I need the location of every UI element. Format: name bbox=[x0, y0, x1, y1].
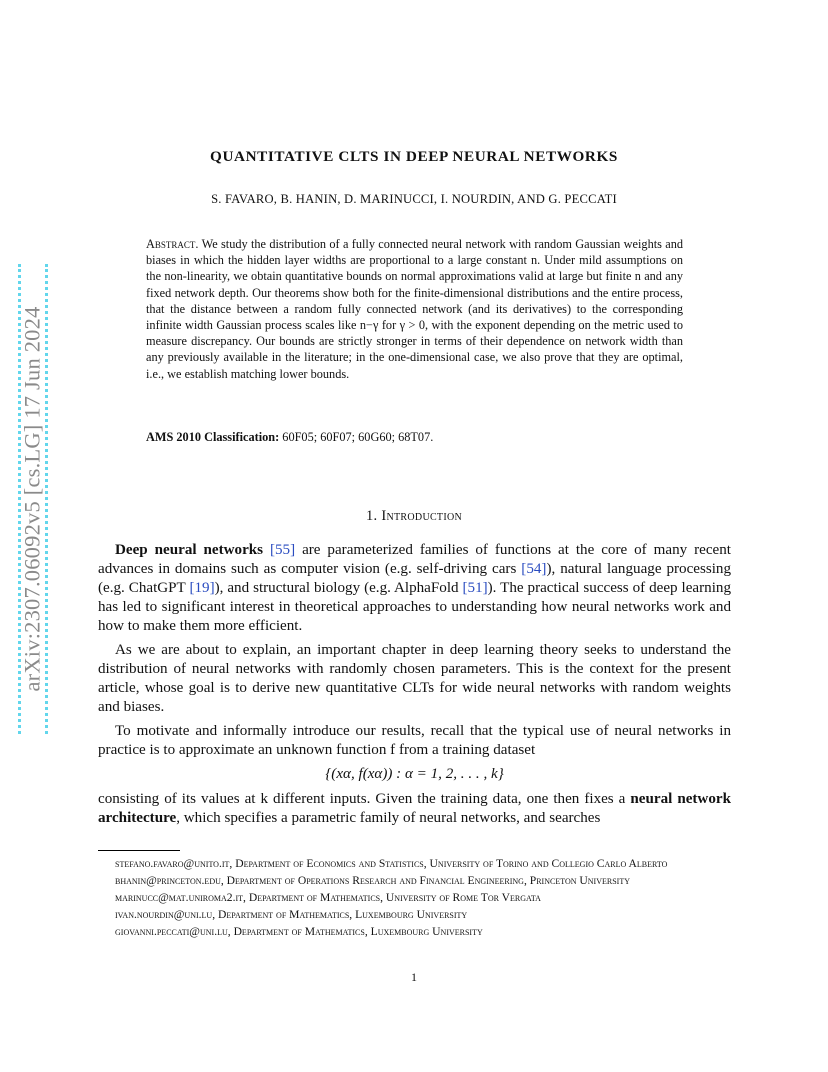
abstract bbox=[146, 236, 683, 382]
citation-link[interactable]: [55] bbox=[269, 542, 296, 558]
section-title: 1. Introduction bbox=[365, 508, 463, 524]
footnote-affiliation: stefano.favaro@unito.it, Department of Economics and Statistics, University of Torino and Collegio Carlo Alberto bbox=[115, 857, 668, 870]
intro-paragraph-3: To motivate and informally introduce our results, recall that the typical use of neural networks in practice is to approximate an unknown function f from a training dataset bbox=[98, 723, 731, 758]
paragraph-text: consisting of its values at k different inputs. Given the training data, one then fixes a bbox=[98, 791, 626, 807]
abstract-label: Abstract. bbox=[146, 237, 199, 251]
paragraph-text: ). The practical success of deep learning has led to significant interest in theoretical approaches to understanding how neural networks work and how to make them more efficient. bbox=[98, 580, 731, 634]
intro-paragraph-4 bbox=[98, 790, 731, 828]
page-number: 1 bbox=[411, 970, 417, 984]
paragraph-text: ), and structural biology (e.g. AlphaFold bbox=[214, 580, 459, 596]
citation-link[interactable]: [54] bbox=[521, 561, 547, 577]
introduction-body bbox=[98, 541, 731, 833]
bold-term: neural network architecture bbox=[98, 791, 731, 826]
citation-link[interactable]: [19] bbox=[189, 580, 215, 596]
intro-paragraph-1 bbox=[98, 541, 731, 636]
display-equation: {(xα, f(xα)) : α = 1, 2, . . . , k} bbox=[325, 766, 504, 782]
footnote-rule bbox=[98, 850, 180, 851]
abstract-text: We study the distribution of a fully connected neural network with random Gaussian weights and biases in which the hidden layer widths are proportional to a large constant n. Under mild assumptions on the non-linearity, we obtain quantitative bounds on normal approximations valid at large but finite n and any fixed network depth. Our theorems show both for the finite-dimensional distributions and the entire process, that the distance between a random fully connected network (and its derivatives) to the corresponding infinite width Gaussian process scales like n−γ for γ > 0, with the exponent depending on the metric used to measure discrepancy. Our bounds are strictly stronger in terms of their dependence on network width than any previously available in the literature; in the one-dimensional case, we also prove that they are optimal, i.e., we establish matching lower bounds. bbox=[146, 237, 684, 381]
paper-authors: S. FAVARO, B. HANIN, D. MARINUCCI, I. NOURDIN, AND G. PECCATI bbox=[211, 192, 617, 206]
paragraph-text: ), natural language processing (e.g. ChatGPT bbox=[98, 561, 732, 596]
bold-term: Deep neural networks bbox=[115, 542, 264, 558]
footnote-affiliation: marinucc@mat.uniroma2.it, Department of Mathematics, University of Rome Tor Vergata bbox=[115, 891, 541, 904]
ams-codes: 60F05; 60F07; 60G60; 68T07. bbox=[282, 430, 434, 444]
ams-label: AMS 2010 Classification: bbox=[146, 430, 280, 444]
arxiv-stamp bbox=[18, 264, 48, 734]
footnote-affiliation: bhanin@princeton.edu, Department of Operations Research and Financial Engineering, Princeton University bbox=[115, 874, 630, 887]
intro-paragraph-2: As we are about to explain, an important chapter in deep learning theory seeks to understand the distribution of neural networks with randomly chosen parameters. This is the context for the present article, whose goal is to derive new quantitative CLTs for wide neural networks with random weights and biases. bbox=[98, 642, 731, 715]
paper-title: QUANTITATIVE CLTS IN DEEP NEURAL NETWORKS bbox=[210, 148, 618, 165]
citation-link[interactable]: [51] bbox=[462, 580, 488, 596]
footnotes bbox=[98, 856, 731, 941]
paragraph-text: , which specifies a parametric family of neural networks, and searches bbox=[176, 810, 601, 826]
paragraph-text: are parameterized families of functions at the core of many recent advances in domains such as computer vision (e.g. self-driving cars bbox=[98, 542, 731, 577]
ams-classification bbox=[146, 430, 683, 445]
footnote-affiliation: ivan.nourdin@uni.lu, Department of Mathematics, Luxembourg University bbox=[115, 908, 468, 921]
arxiv-identifier: arXiv:2307.06092v5 [cs.LG] 17 Jun 2024 bbox=[20, 306, 45, 692]
footnote-affiliation: giovanni.peccati@uni.lu, Department of Mathematics, Luxembourg University bbox=[115, 925, 483, 938]
